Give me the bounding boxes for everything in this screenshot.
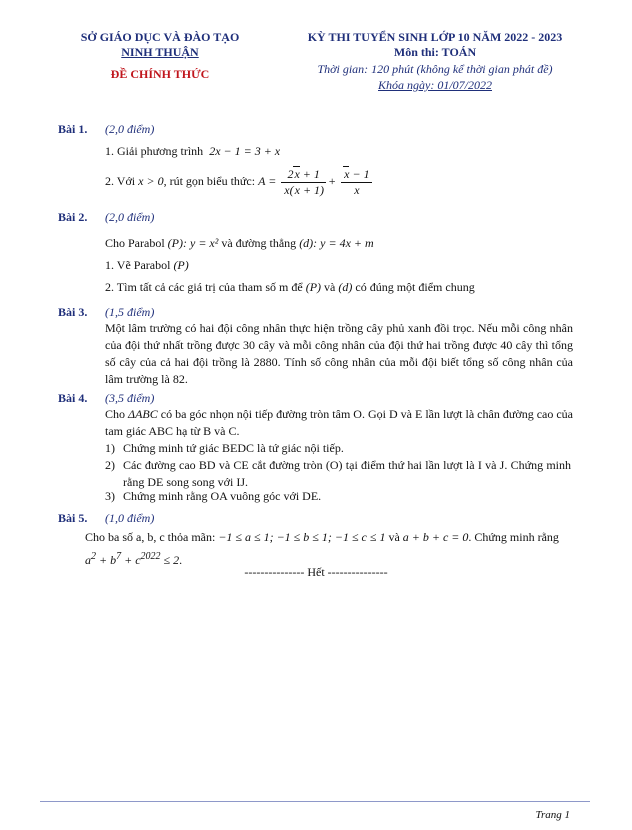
bai4-item-1-number: 1) [105,441,115,455]
bai4-item-1 [105,440,575,457]
bai1-q2-condition: x > 0 [138,174,164,188]
bai1-q2-prefix: 2. Với [105,174,136,188]
bai5-points: (1,0 điểm) [105,511,155,525]
bai5-text-c: . Chứng minh rằng [468,530,559,544]
fraction-2: $\frac{x - 1}{x}$ [341,167,371,198]
bai3-text: Một lâm trường có hai đội công nhân thực hiện trồng cây phủ xanh đồi trọc. Nếu mỗi công nhân của đội thứ nhất trồng được 30 cây và mỗi công nhân của đội thứ hai trồng được 40 cây thì tổng số cây của cả hai đội trồng là 2880. Tính số công nhân của mỗi đội biết tổng số công nhân của lâm trường là 82. [105,321,573,386]
bai1-expression: A = $\frac{2x + 1}{x(x + 1)}$ + $\frac{x - 1}{x}$ [258,166,370,197]
bai1-label: Bài 1. [58,122,88,136]
bai1-question-1 [105,143,575,160]
subject-label: Môn thi: TOÁN [393,45,477,59]
bai5-text-b: và [388,530,400,544]
bai2-q2-text-b: và [324,280,336,294]
bai5-ineq-tail: ≤ 2 [163,553,180,567]
bai2-q1-p: (P) [173,258,189,272]
end-marker: --------------- Hết --------------- [244,565,388,579]
bai2-intro-text-b: và đường thẳng [221,236,297,250]
province-name: NINH THUẬN [121,45,199,59]
bai2-q2-p: (P) [305,280,322,294]
time-allowed: Thời gian: 120 phút (không kể thời gian phát đề) [317,62,553,76]
bai5-sum: a + b + c = 0 [402,530,469,544]
bai1-points: (2,0 điểm) [105,122,155,136]
official-label: ĐỀ CHÍNH THỨC [110,67,210,81]
bai4-item-2-text: Các đường cao BD và CE cắt đường tròn (O) tại điểm thứ hai lần lượt là I và J. Chứng minh rằng DE song song với IJ. [123,458,571,489]
bai1-question-2 [105,165,575,198]
bai2-intro [105,235,575,252]
bai4-points: (3,5 điểm) [105,391,155,405]
exam-title: KỲ THI TUYỂN SINH LỚP 10 NĂM 2022 - 2023 [307,30,563,44]
department-name: SỞ GIÁO DỤC VÀ ĐÀO TẠO [80,30,240,44]
bai1-q2-text: , rút gọn biểu thức: [163,174,256,188]
bai2-question-2 [105,279,575,296]
bai2-points: (2,0 điểm) [105,210,155,224]
bai4-item-3 [105,488,575,505]
bai5-inequality: $a^2 + b^7 + c^{2022} \le 2$ [85,551,180,567]
bai2-q2-text-a: 2. Tìm tất cả các giá trị của tham số m để [105,280,303,294]
bai5-label: Bài 5. [58,511,88,525]
bai2-parabola: (P): y = x² [167,236,219,250]
fraction-1: $\frac{2x + 1}{x(x + 1)}$ [281,167,326,198]
bai2-line: (d): y = 4x + m [299,236,374,250]
bai5-text-a: Cho ba số a, b, c thỏa mãn: [85,530,216,544]
bai1-q1-text: 1. Giải phương trình [105,144,204,158]
bai4-item-1-text: Chứng minh tứ giác BEDC là tứ giác nội tiếp. [123,441,344,455]
bai4-intro [105,406,573,440]
bai5-condition: −1 ≤ a ≤ 1; −1 ≤ b ≤ 1; −1 ≤ c ≤ 1 [218,530,386,544]
bai4-item-2-number: 2) [105,458,115,472]
page-number: Trang 1 [535,809,570,821]
bai2-q1-text: 1. Vẽ Parabol [105,258,171,272]
bai4-item-2 [105,457,575,489]
bai2-q2-d: (d) [338,280,353,294]
bai2-label: Bài 2. [58,210,88,224]
exam-date: Khóa ngày: 01/07/2022 [378,78,492,92]
bai4-item-3-text: Chứng minh rằng OA vuông góc với DE. [123,489,322,503]
bai2-question-1 [105,257,575,274]
bai4-label: Bài 4. [58,391,88,405]
bai2-q2-text-c: có đúng một điểm chung [355,280,475,294]
bai4-item-3-number: 3) [105,489,115,503]
footer-divider [40,801,590,802]
bai4-intro-text-a: Cho [105,407,126,421]
bai5-text [85,527,573,570]
bai3-points: (1,5 điểm) [105,305,155,319]
bai4-triangle: ΔABC [128,407,158,421]
bai2-intro-text-a: Cho Parabol [105,236,165,250]
bai1-q1-equation: 2x − 1 = 3 + x [209,144,281,158]
bai4-intro-text-b: có ba góc nhọn nội tiếp đường tròn tâm O. Gọi D và E lần lượt là chân đường cao của tam giác ABC hạ từ B và C. [105,407,574,438]
bai3-label: Bài 3. [58,305,88,319]
bai5-end-dot: . [179,553,183,567]
